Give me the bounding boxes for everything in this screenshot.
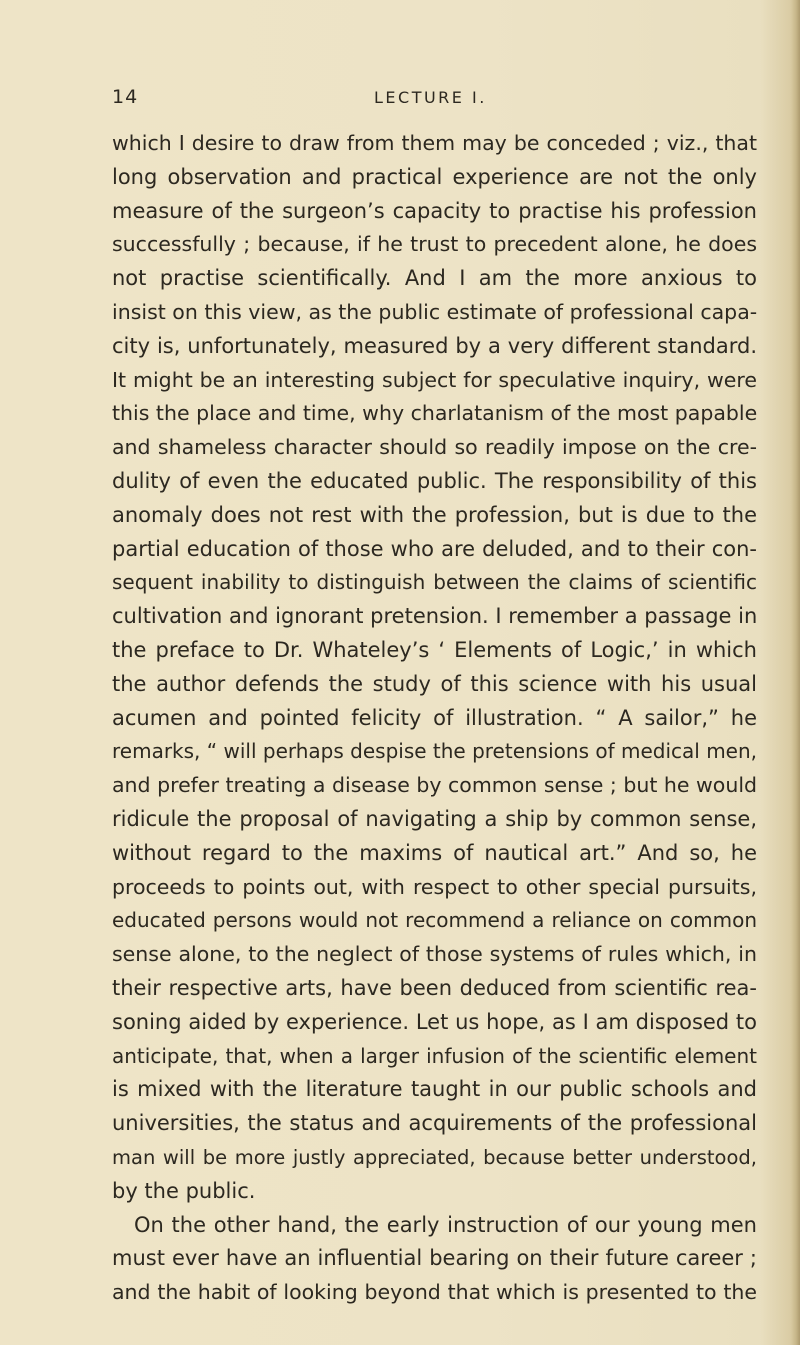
text-line: On the other hand, the early instruction of our young men <box>134 1212 757 1237</box>
text-line: sense alone, to the neglect of those systems of rules which, in <box>112 942 757 967</box>
text-line: It might be an interesting subject for speculative inquiry, were <box>112 367 757 392</box>
text-line: remarks, “ will perhaps despise the pretensions of medical men, <box>112 739 757 764</box>
body-text <box>112 127 757 1310</box>
text-line: not practise scientifically. And I am the more anxious to <box>112 266 757 291</box>
text-line: educated persons would not recommend a reliance on common <box>112 908 757 933</box>
text-line: insist on this view, as the public estimate of professional capa- <box>112 299 757 324</box>
page-edge-shadow <box>790 0 800 1345</box>
text-line: long observation and practical experience are not the only <box>112 164 757 189</box>
text-line: this the place and time, why charlatanism of the most papable <box>112 401 757 426</box>
text-line: and the habit of looking beyond that which is presented to the <box>112 1280 757 1305</box>
running-head <box>112 86 757 116</box>
text-line: proceeds to points out, with respect to other special pursuits, <box>112 874 757 899</box>
text-line: partial education of those who are deluded, and to their con- <box>112 536 757 561</box>
text-line: anticipate, that, when a larger infusion of the scientific element <box>112 1043 757 1068</box>
text-line: measure of the surgeon’s capacity to practise his profession <box>112 198 757 223</box>
text-line: their respective arts, have been deduced from scientific rea- <box>112 975 757 1000</box>
text-line: anomaly does not rest with the profession, but is due to the <box>112 502 757 527</box>
text-line: soning aided by experience. Let us hope, as I am disposed to <box>112 1009 757 1034</box>
text-line: universities, the status and acquirements of the professional <box>112 1111 757 1136</box>
text-line: is mixed with the literature taught in our public schools and <box>112 1077 757 1102</box>
text-line: and prefer treating a disease by common sense ; but he would <box>112 773 757 798</box>
page-number: 14 <box>112 86 139 108</box>
text-line: acumen and pointed felicity of illustration. “ A sailor,” he <box>112 705 757 730</box>
text-line: which I desire to draw from them may be conceded ; viz., that <box>112 131 757 155</box>
text-line: and shameless character should so readily impose on the cre- <box>112 435 757 460</box>
running-title: LECTURE I. <box>374 88 487 107</box>
text-line: the preface to Dr. Whateley’s ‘ Elements of Logic,’ in which <box>112 637 757 662</box>
text-line: sequent inability to distinguish between the claims of scientific <box>112 570 757 595</box>
text-line: ridicule the proposal of navigating a ship by common sense, <box>112 806 757 831</box>
text-line: dulity of even the educated public. The responsibility of this <box>112 468 757 493</box>
text-line: must ever have an influential bearing on their future career ; <box>112 1246 757 1271</box>
text-line: successfully ; because, if he trust to precedent alone, he does <box>112 232 757 257</box>
text-line: cultivation and ignorant pretension. I remember a passage in <box>112 604 757 629</box>
text-line: the author defends the study of this science with his usual <box>112 671 757 696</box>
text-line: by the public. <box>112 1178 256 1203</box>
text-line: without regard to the maxims of nautical art.” And so, he <box>112 840 757 865</box>
text-line: man will be more justly appreciated, because better understood, <box>112 1145 757 1169</box>
text-line: city is, unfortunately, measured by a very different standard. <box>112 333 757 358</box>
